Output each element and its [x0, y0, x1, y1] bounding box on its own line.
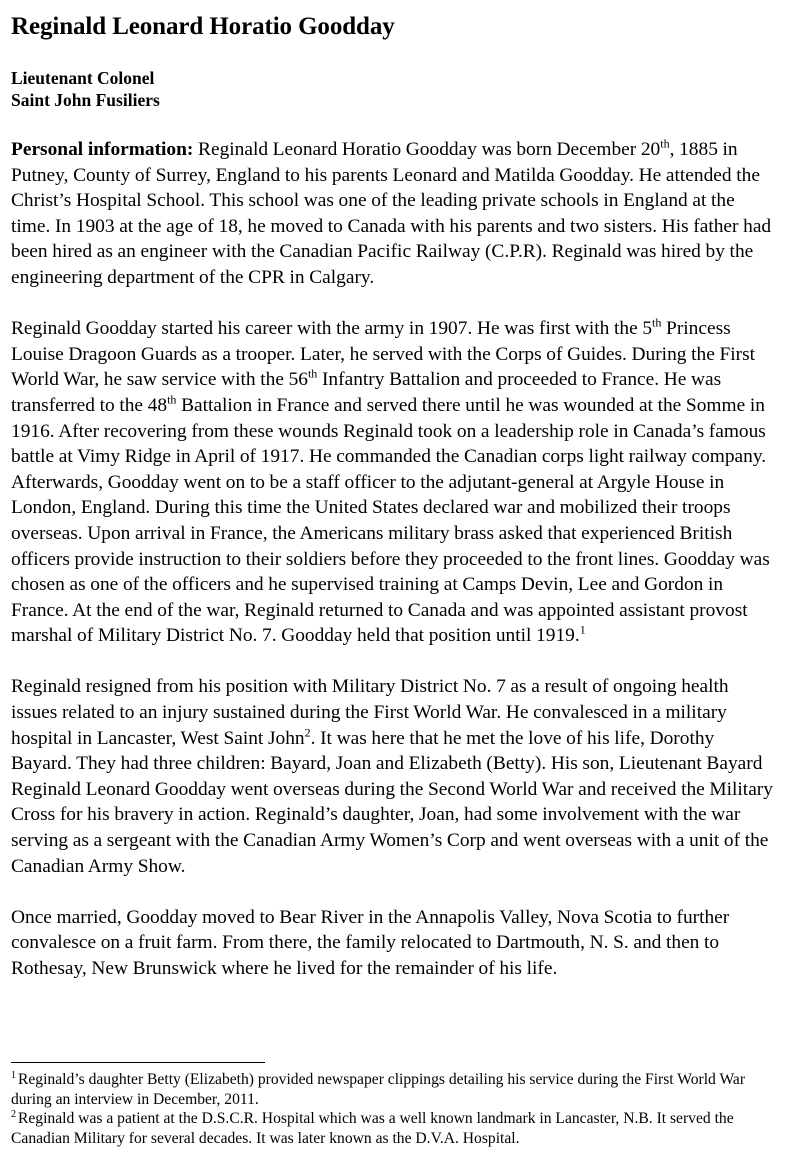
footnote-2-marker: 2 — [11, 1109, 16, 1120]
paragraph-later-years: Once married, Goodday moved to Bear River in the Annapolis Valley, Nova Scotia to further convalesce on a fruit farm. From there, the family relocated to Dartmouth, N. S. and then to Rothesay, New Brunswick where he lived for the remainder of his life. — [11, 906, 730, 979]
ordinal-suffix-forty-eighth: th — [167, 392, 177, 407]
subtitle-regiment: Saint John Fusiliers — [11, 90, 160, 110]
subtitle-block — [11, 67, 776, 111]
ordinal-suffix-fifth: th — [652, 315, 662, 330]
footnote-1 — [11, 1070, 776, 1109]
paragraph-family-life — [11, 674, 776, 879]
paragraph-personal-information — [11, 137, 776, 291]
body-text — [11, 137, 776, 982]
paragraph-2-text-b: Princess Louise Dragoon Guards as a trooper. Later, he served with the Corps of Guides. During the First World War, he saw service with the 56 — [11, 318, 756, 391]
paragraph-1-text-a: Reginald Leonard Horatio Goodday was born December 20 — [193, 139, 661, 160]
personal-information-label: Personal information: — [11, 139, 194, 160]
paragraph-1-text-b: , 1885 in Putney, County of Surrey, England to his parents Leonard and Matilda Goodday. He attended the Christ’s Hospital School. This school was one of the leading private schools in England at the time. In 1903 at the age of 18, he moved to Canada with his parents and two sisters. His father had been hired as an engineer with the Canadian Pacific Railway (C.P.R). Reginald was hired by the engineering department of the CPR in Calgary. — [11, 139, 772, 288]
footnote-2 — [11, 1109, 776, 1148]
paragraph-3-text-a: Reginald resigned from his position with Military District No. 7 as a result of ongoing health issues related to an injury sustained during the First World War. He convalesced in a military hospital in Lancaster, West Saint John — [11, 676, 729, 749]
footnote-reference-1[interactable]: 1 — [579, 622, 586, 637]
footnotes-section — [11, 1062, 776, 1148]
footnote-2-text: Reginald was a patient at the D.S.C.R. Hospital which was a well known landmark in Lancaster, N.B. It served the Canadian Military for several decades. It was later known as the D.V.A. Hospital. — [11, 1110, 734, 1147]
ordinal-suffix-december: th — [660, 136, 670, 151]
page-title: Reginald Leonard Horatio Goodday — [11, 13, 395, 40]
paragraph-2-text-d: Battalion in France and served there until he was wounded at the Somme in 1916. After recovering from these wounds Reginald took on a leadership role in Canada’s famous battle at Vimy Ridge in April of 1917. He commanded the Canadian corps light railway company. Afterwards, Goodday went on to be a staff officer to the adjutant-general at Argyle House in London, England. During this time the United States declared war and mobilized their troops overseas. Upon arrival in France, the Americans military brass asked that experienced British officers provide instruction to their soldiers before they proceeded to the front lines. Goodday was chosen as one of the officers and he supervised training at Camps Devin, Lee and Gordon in France. At the end of the war, Reginald returned to Canada and was appointed assistant provost marshal of Military District No. 7. Goodday held that position until 1919. — [11, 394, 770, 647]
paragraph-2-text-a: Reginald Goodday started his career with the army in 1907. He was first with the 5 — [11, 318, 653, 340]
footnote-1-text: Reginald’s daughter Betty (Elizabeth) provided newspaper clippings detailing his service during the First World War during an interview in December, 2011. — [11, 1071, 746, 1108]
footnote-reference-2[interactable]: 2 — [304, 725, 311, 740]
paragraph-military-career — [11, 316, 776, 649]
paragraph-3-text-b: . It was here that he met the love of his life, Dorothy Bayard. They had three children: Bayard, Joan and Elizabeth (Betty). His son, Lieutenant Bayard Reginald Leonard Goodday went overseas during the Second World War and received the Military Cross for his bravery in action. Reginald’s daughter, Joan, had some involvement with the war serving as a sergeant with the Canadian Army Women’s Corp and went overseas with a unit of the Canadian Army Show. — [11, 727, 773, 877]
footnote-separator-rule — [11, 1062, 265, 1063]
subtitle-rank: Lieutenant Colonel — [11, 68, 155, 88]
paragraph-2-text-c: Infantry Battalion and proceeded to France. He was transferred to the 48 — [11, 369, 722, 416]
footnote-1-marker: 1 — [11, 1069, 16, 1081]
ordinal-suffix-fifty-sixth: th — [307, 366, 318, 381]
